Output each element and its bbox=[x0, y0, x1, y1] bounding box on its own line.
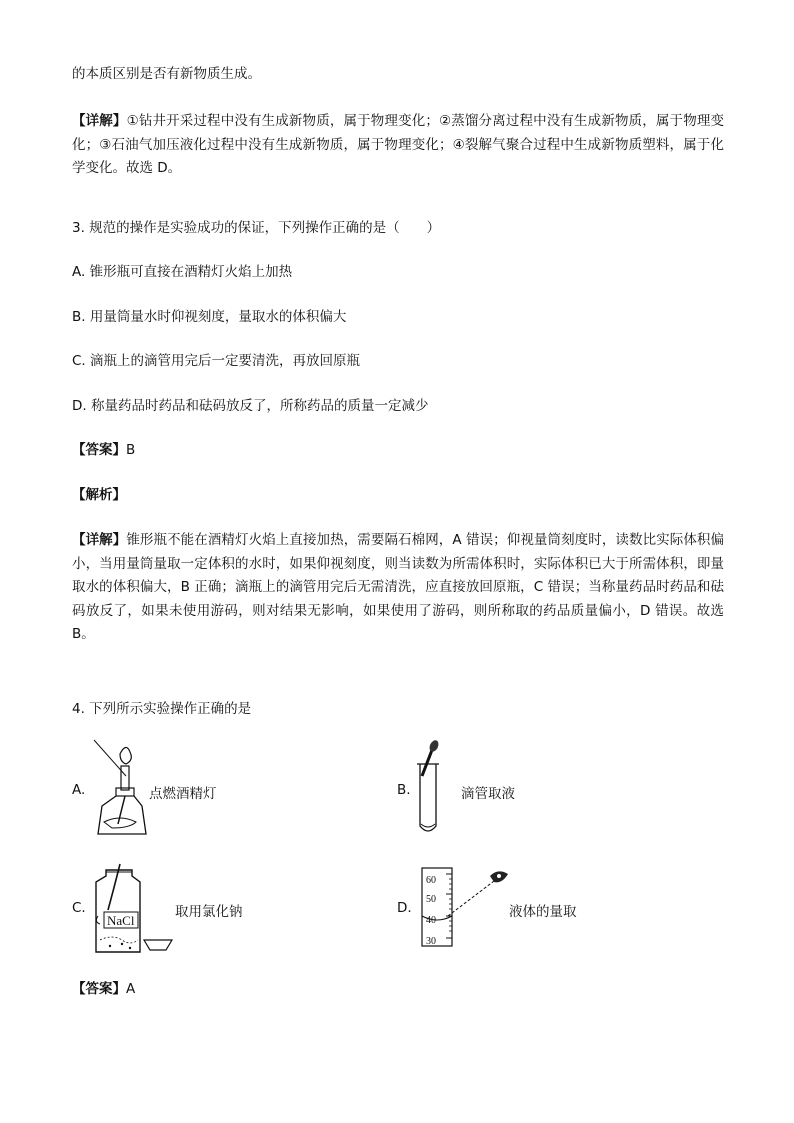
detail-tag: 【详解】 bbox=[72, 113, 127, 129]
detail-paragraph-1 bbox=[72, 110, 724, 181]
q3-option-a: A. 锥形瓶可直接在酒精灯火焰上加热 bbox=[72, 264, 293, 280]
q4-option-a-letter: A. bbox=[72, 782, 86, 798]
answer-tag: 【答案】 bbox=[72, 442, 126, 458]
q3-option-d: D. 称量药品时药品和砝码放反了，所称药品的质量一定减少 bbox=[72, 398, 429, 414]
answer-value: A bbox=[126, 981, 136, 997]
continuation-line: 的本质区别是否有新物质生成。 bbox=[72, 66, 261, 82]
q4-option-d-caption: 液体的量取 bbox=[509, 904, 577, 920]
q3-detail-paragraph bbox=[72, 529, 724, 647]
tick-label-50: 50 bbox=[426, 894, 436, 905]
nacl-bottle-figure bbox=[92, 860, 182, 956]
detail-text: ①钻井开采过程中没有生成新物质，属于物理变化；②蒸馏分离过程中没有生成新物质，属于物理变化；③石油气加压液化过程中没有生成新物质，属于物理变化；④裂解气聚合过程中生成新物质塑料，属于化学变化。故选 D。 bbox=[72, 113, 724, 176]
alcohol-lamp-lighting-figure bbox=[90, 738, 150, 838]
q3-option-b: B. 用量筒量水时仰视刻度，量取水的体积偏大 bbox=[72, 309, 347, 325]
q3-option-c: C. 滴瓶上的滴管用完后一定要清洗，再放回原瓶 bbox=[72, 353, 361, 369]
dropper-test-tube-figure bbox=[412, 738, 452, 838]
q4-option-b-letter: B. bbox=[397, 782, 411, 798]
bottle-label: NaCl bbox=[107, 913, 135, 928]
q4-option-b-caption: 滴管取液 bbox=[461, 786, 515, 802]
q4-option-c-caption: 取用氯化钠 bbox=[175, 904, 243, 920]
q3-answer bbox=[72, 439, 722, 461]
analysis-tag: 【解析】 bbox=[72, 487, 126, 503]
question-3-stem: 3. 规范的操作是实验成功的保证，下列操作正确的是（ ） bbox=[72, 220, 441, 236]
q4-answer bbox=[72, 978, 722, 1000]
tick-label-60: 60 bbox=[426, 875, 436, 886]
q4-option-c-letter: C. bbox=[72, 900, 86, 916]
detail-tag: 【详解】 bbox=[72, 532, 127, 548]
answer-value: B bbox=[126, 442, 136, 458]
q3-analysis-heading bbox=[72, 484, 722, 506]
q4-option-d-letter: D. bbox=[397, 900, 412, 916]
answer-tag: 【答案】 bbox=[72, 981, 126, 997]
question-4-stem: 4. 下列所示实验操作正确的是 bbox=[72, 701, 252, 717]
detail-text: 锥形瓶不能在酒精灯火焰上直接加热，需要隔石棉网，A 错误；仰视量筒刻度时，读数比实际体积偏小，当用量筒量取一定体积的水时，如果仰视刻度，则当读数为所需体积时，实际体积已大于所需体积，即量取水的体积偏大，B 正确；滴瓶上的滴管用完后无需清洗，应直接放回原瓶，C 错误；当称量药品时药品和砝码放反了，如果未使用游码，则对结果无影响，如果使用了游码，则所称取的药品质量偏小，D 错误。故选 B。 bbox=[72, 532, 724, 642]
tick-label-40: 40 bbox=[426, 915, 436, 926]
graduated-cylinder-figure bbox=[418, 866, 518, 950]
tick-label-30: 30 bbox=[426, 936, 436, 947]
q4-option-a-caption: 点燃酒精灯 bbox=[149, 786, 217, 802]
